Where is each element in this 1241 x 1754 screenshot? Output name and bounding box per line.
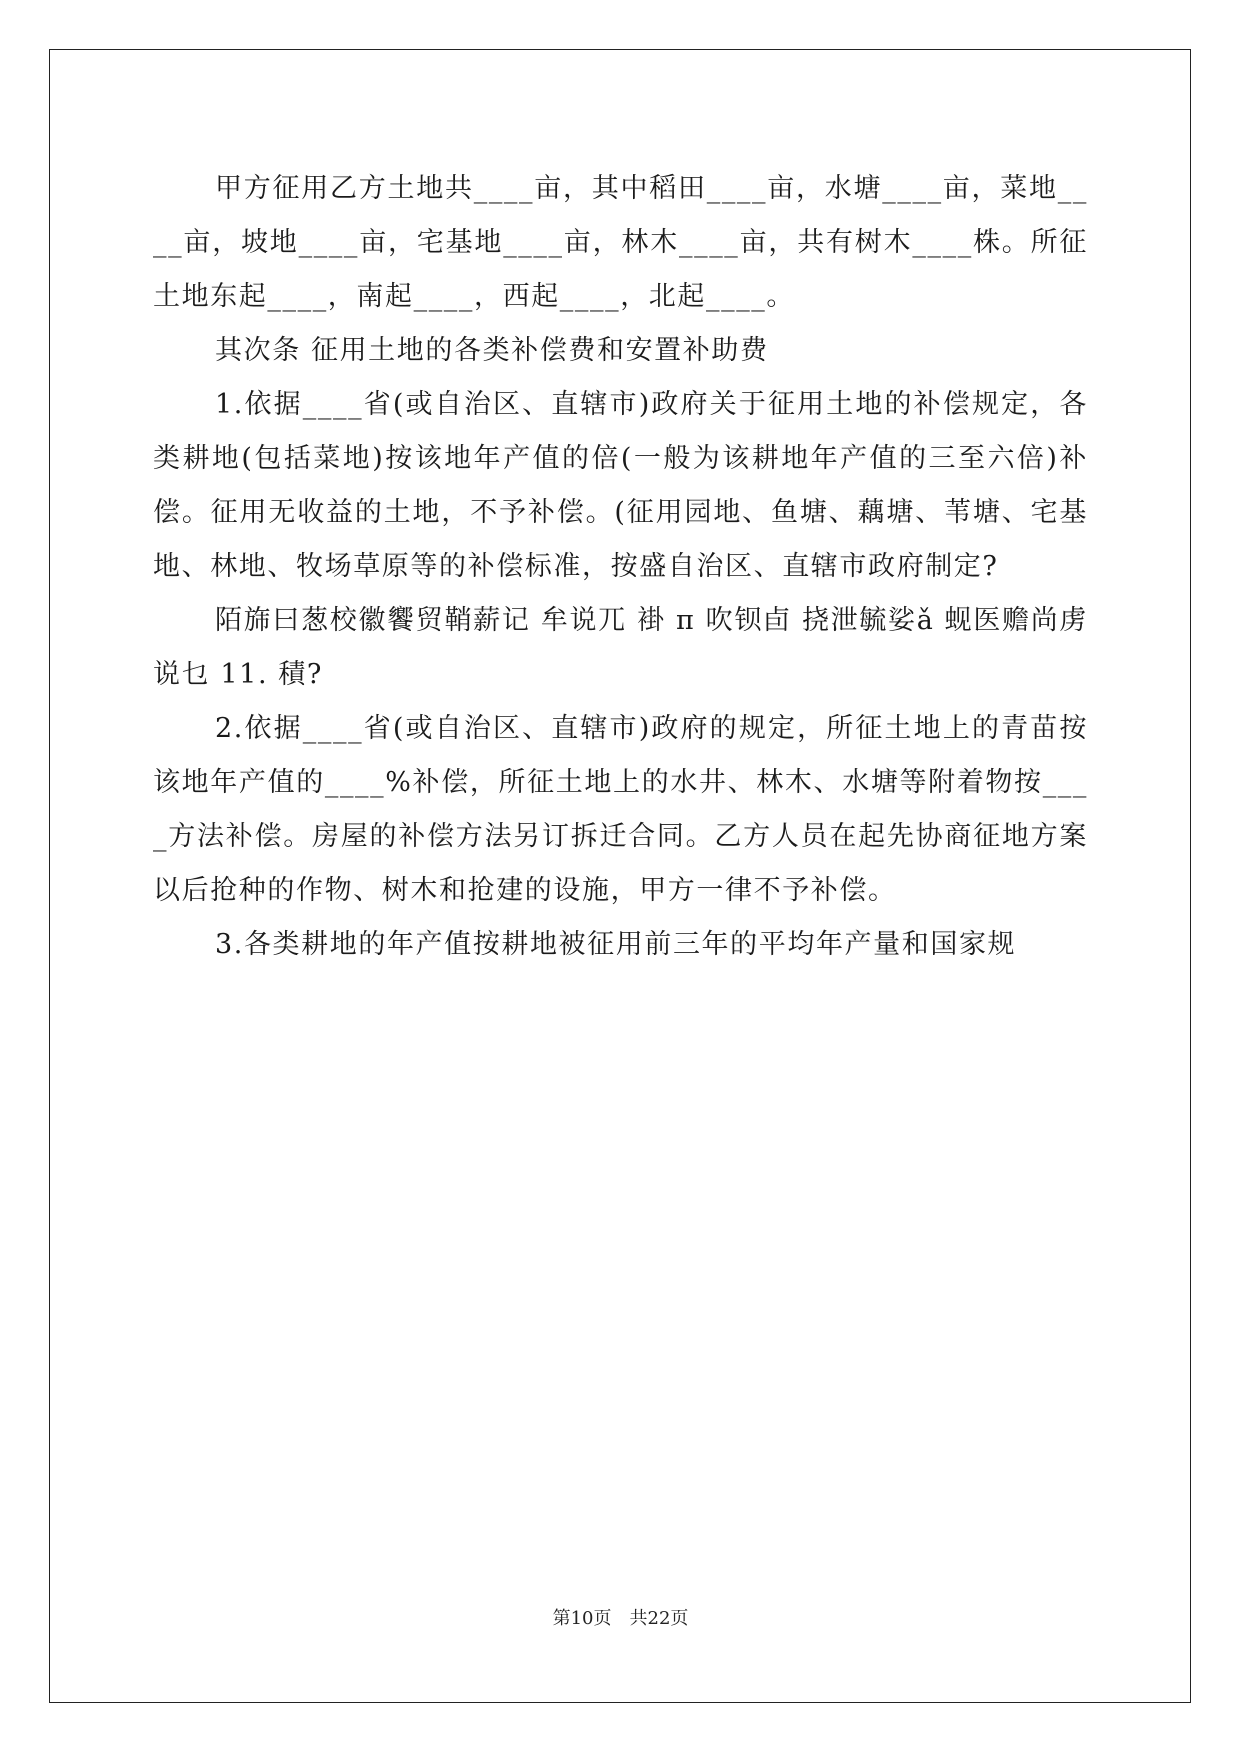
paragraph-clause-3: 3.各类耕地的年产值按耕地被征用前三年的平均年产量和国家规 bbox=[215, 929, 1017, 960]
paragraph-land-area: 甲方征用乙方土地共____亩，其中稻田____亩，水塘____亩，菜地____亩，坡地____亩，宅基地____亩，林木____亩，共有树木____株。所征土地东起____，南起____，西起____，北起____。 bbox=[153, 173, 1088, 312]
paragraph-article-2-heading: 其次条 征用土地的各类补偿费和安置补助费 bbox=[215, 335, 769, 366]
document-body bbox=[153, 162, 1088, 972]
page-total: 共22页 bbox=[629, 1608, 689, 1629]
page-number: 第10页 bbox=[552, 1608, 612, 1629]
page-footer bbox=[0, 1604, 1241, 1630]
paragraph-clause-2: 2.依据____省(或自治区、直辖市)政府的规定，所征土地上的青苗按该地年产值的____%补偿，所征土地上的水井、林木、水塘等附着物按____方法补偿。房屋的补偿方法另订拆迁合同。乙方人员在起先协商征地方案以后抢种的作物、树木和抢建的设施，甲方一律不予补偿。 bbox=[153, 713, 1088, 906]
paragraph-garbled-text: 陌旆曰葱校徽饗贸鞘薪记 牟说兀 褂 π 吹钡卣 挠泄毓娑ǎ 蚬医赡尚虏说乜 11. 積? bbox=[153, 605, 1088, 690]
paragraph-clause-1: 1.依据____省(或自治区、直辖市)政府关于征用土地的补偿规定，各类耕地(包括菜地)按该地年产值的倍(一般为该耕地年产值的三至六倍)补偿。征用无收益的土地，不予补偿。(征用园地、鱼塘、藕塘、苇塘、宅基地、林地、牧场草原等的补偿标准，按盛自治区、直辖市政府制定? bbox=[153, 389, 1088, 582]
